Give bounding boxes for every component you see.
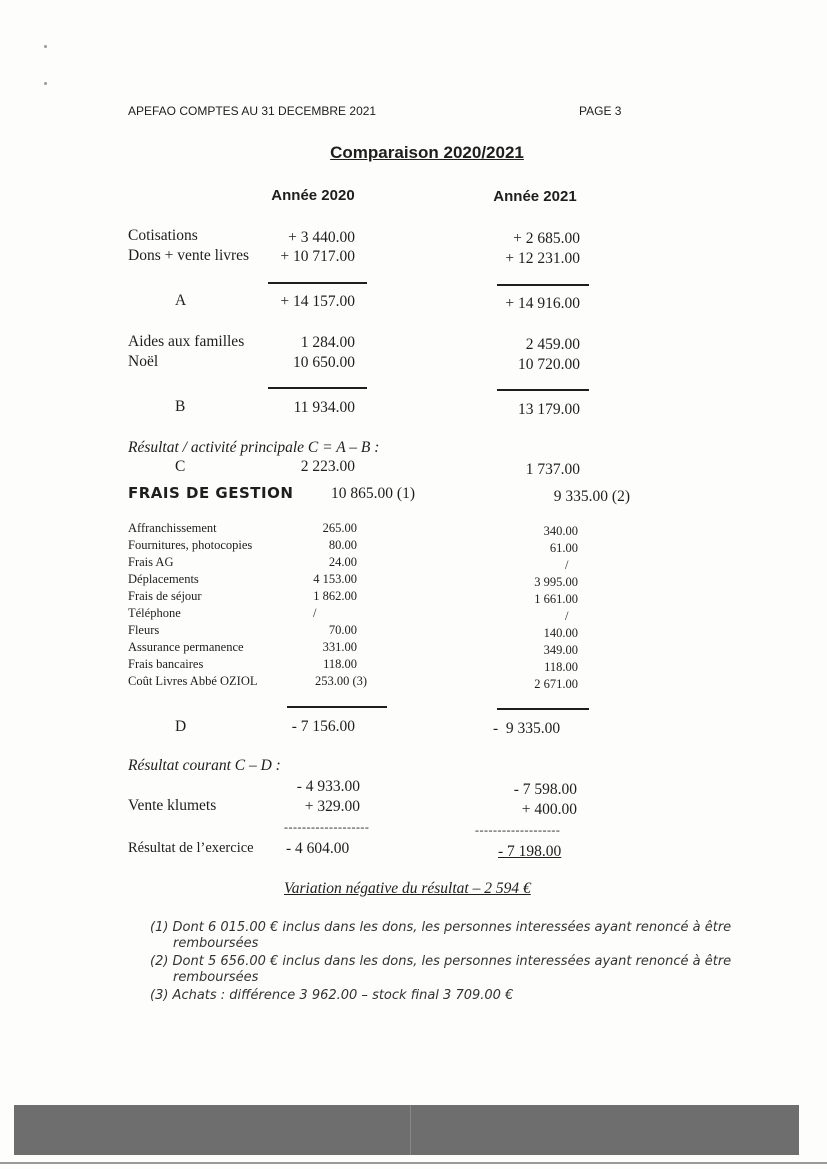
detail-value-2021: 1 661.00 [534, 592, 578, 606]
column-header-2020: Année 2020 [271, 187, 355, 204]
value-2020: - 4 933.00 [296, 778, 360, 795]
detail-label: Fournitures, photocopies [128, 538, 253, 552]
detail-label: Fleurs [128, 623, 160, 637]
value-2021: + 14 916.00 [505, 295, 580, 312]
value-2021: 1 737.00 [525, 461, 580, 478]
value-2020: 11 934.00 [293, 399, 355, 416]
value-2021: 13 179.00 [518, 401, 580, 418]
value-2021: 2 459.00 [525, 336, 580, 353]
detail-value-2020: 4 153.00 [313, 572, 357, 586]
detail-value-2020: 70.00 [328, 623, 357, 637]
value-2020: - 4 604.00 [286, 840, 350, 857]
detail-value-2020: 331.00 [322, 640, 357, 654]
detail-value-2020: 1 862.00 [313, 589, 357, 603]
row-label: Dons + vente livres [128, 247, 250, 264]
value-2020: + 3 440.00 [288, 229, 355, 246]
total-label: C [175, 458, 186, 475]
section-heading: Résultat courant C – D : [128, 757, 281, 774]
document-header: APEFAO COMPTES AU 31 DECEMBRE 2021 [128, 104, 377, 118]
section-heading: Résultat / activité principale C = A – B : [128, 439, 380, 456]
detail-label: Frais bancaires [128, 657, 204, 671]
row-label: Noël [128, 353, 159, 370]
detail-value-2021: 340.00 [543, 524, 578, 538]
subtotal-rule [287, 706, 387, 708]
row-label: Résultat de l’exercice [128, 840, 254, 856]
scan-speck [44, 82, 47, 85]
footer-divider [410, 1105, 411, 1155]
variation-summary: Variation négative du résultat – 2 594 € [284, 880, 531, 897]
detail-label: Assurance permanence [128, 640, 244, 654]
value-2021: - 7 598.00 [513, 781, 577, 798]
detail-value-2020: 80.00 [328, 538, 357, 552]
detail-label: Frais de séjour [128, 589, 202, 603]
dashed-separator: ------------------- [284, 820, 370, 834]
value-2020: - 7 156.00 [291, 718, 355, 735]
row-label: Vente klumets [128, 797, 217, 814]
value-2021: + 400.00 [521, 801, 577, 818]
detail-value-2021: 349.00 [543, 643, 578, 657]
total-label: A [175, 292, 187, 309]
value-2021: + 12 231.00 [505, 250, 580, 267]
page-title: Comparaison 2020/2021 [330, 143, 524, 162]
subtotal-rule [497, 284, 589, 286]
footer-bar [14, 1105, 799, 1155]
footnote: (1) Dont 6 015.00 € inclus dans les dons, les personnes interessées ayant renoncé à être [150, 920, 732, 935]
row-label: Cotisations [128, 227, 198, 244]
footnote: remboursées [173, 970, 259, 985]
value-2020: + 329.00 [304, 798, 360, 815]
subtotal-rule [497, 708, 589, 710]
detail-value-2020: 118.00 [323, 657, 357, 671]
value-2021: - 7 198.00 [498, 843, 562, 860]
column-header-2021: Année 2021 [493, 188, 577, 205]
frais-gestion-heading: FRAIS DE GESTION [128, 484, 294, 502]
detail-value-2020: 24.00 [328, 555, 357, 569]
detail-value-2021: 118.00 [544, 660, 578, 674]
value-2021: 10 720.00 [518, 356, 580, 373]
page-bottom-edge [0, 1162, 827, 1164]
detail-value-2020: 253.00 (3) [315, 674, 368, 688]
footnote: (2) Dont 5 656.00 € inclus dans les dons, les personnes interessées ayant renoncé à être [150, 954, 732, 969]
subtotal-rule [268, 387, 367, 389]
value-2020: 10 865.00 (1) [331, 485, 415, 502]
detail-value-2021: / [565, 609, 569, 623]
detail-value-2021: 3 995.00 [534, 575, 578, 589]
detail-label: Téléphone [128, 606, 181, 620]
detail-label: Frais AG [128, 555, 174, 569]
footnote: (3) Achats : différence 3 962.00 – stock final 3 709.00 € [150, 988, 514, 1003]
dashed-separator: ------------------- [475, 823, 561, 837]
total-label: D [175, 718, 187, 735]
detail-label: Déplacements [128, 572, 199, 586]
value-2020: + 10 717.00 [280, 248, 355, 265]
value-2020: + 14 157.00 [280, 293, 355, 310]
scan-speck [44, 45, 47, 48]
value-2020: 10 650.00 [293, 354, 355, 371]
value-2021: - 9 335.00 [493, 720, 561, 737]
detail-label: Coût Livres Abbé OZIOL [128, 674, 258, 688]
value-2021: + 2 685.00 [513, 230, 580, 247]
footnote: remboursées [173, 936, 259, 951]
value-2021: 9 335.00 (2) [553, 488, 630, 505]
total-label: B [175, 398, 186, 415]
detail-value-2021: / [565, 558, 569, 572]
detail-label: Affranchissement [128, 521, 217, 535]
row-label: Aides aux familles [128, 333, 245, 350]
value-2020: 1 284.00 [300, 334, 355, 351]
detail-value-2020: 265.00 [322, 521, 357, 535]
subtotal-rule [497, 389, 589, 391]
subtotal-rule [268, 282, 367, 284]
detail-value-2021: 140.00 [543, 626, 578, 640]
value-2020: 2 223.00 [300, 458, 355, 475]
detail-value-2020: / [313, 606, 317, 620]
detail-value-2021: 2 671.00 [534, 677, 578, 691]
page-number: PAGE 3 [579, 104, 622, 118]
detail-value-2021: 61.00 [549, 541, 578, 555]
